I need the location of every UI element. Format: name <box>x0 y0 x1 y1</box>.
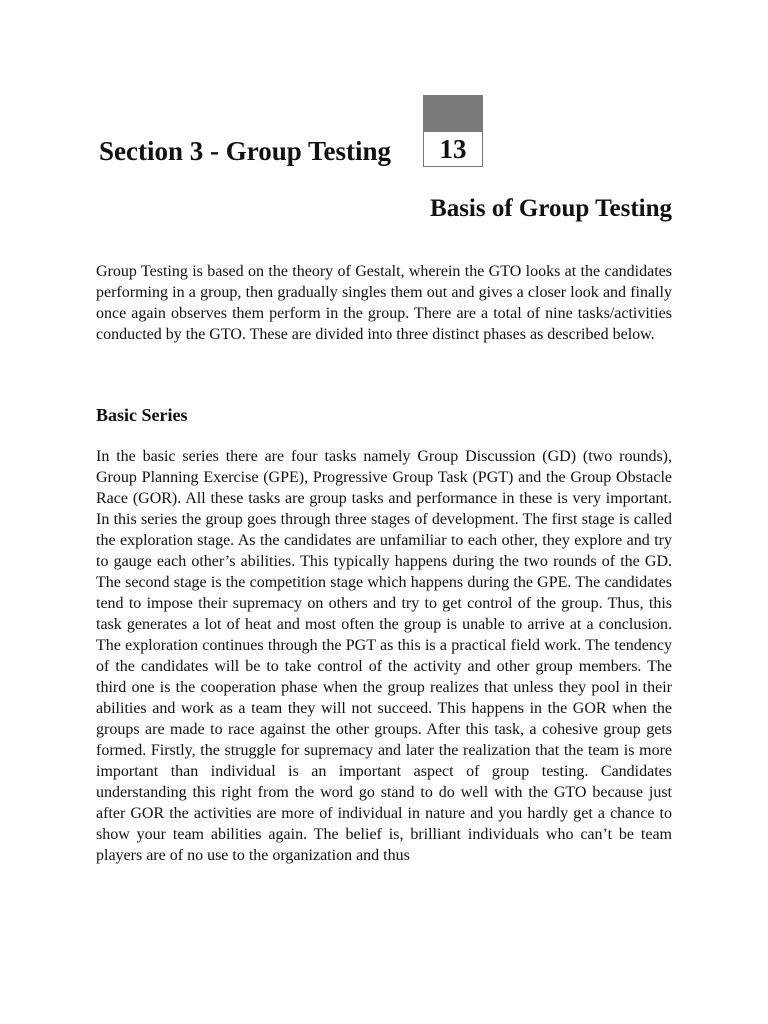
intro-paragraph: Group Testing is based on the theory of Gestalt, wherein the GTO looks at the candidates performing in a group, then gradually singles them out and gives a closer look and finally once again observes them perform in the group. There are a total of nine tasks/activities conducted by the GTO. These are divided into three distinct phases as described below. <box>96 263 672 343</box>
basic-series-heading: Basic Series <box>96 405 188 425</box>
chapter-number-badge: 13 <box>423 132 483 167</box>
section-title: Section 3 - Group Testing <box>99 136 392 166</box>
basic-series-paragraph: In the basic series there are four tasks namely Group Discussion (GD) (two rounds), Group Planning Exercise (GPE), Progressive Group Task (PGT) and the Group Obstacle Race (GOR). All these tasks are group tasks and performance in these is very important. In this series the group goes through three stages of development. The first stage is called the exploration stage. As the candidates are unfamiliar to each other, they explore and try to gauge each other’s abilities. This typically happens during the two rounds of the GD. The second stage is the competition stage which happens during the GPE. The candidates tend to impose their supremacy on others and try to get control of the group. Thus, this task generates a lot of heat and most often the group is unable to arrive at a conclusion. The exploration continues through the PGT as this is a practical field work. The tendency of the candidates will be to take control of the activity and other group members. The third one is the cooperation phase when the group realizes that unless they pool in their abilities and work as a team they will not succeed. This happens in the GOR when the groups are made to race against the other groups. After this task, a cohesive group gets formed. Firstly, the struggle for supremacy and later the realization that the team is more important than individual is an important aspect of group testing. Candidates understanding this right from the word go stand to do well with the GTO because just after GOR the activities are more of individual in nature and you hardly get a chance to show your team abilities again. The belief is, brilliant individuals who can’t be team players are of no use to the organization and thus <box>96 448 672 864</box>
chapter-tab-decoration <box>423 95 483 132</box>
chapter-title: Basis of Group Testing <box>430 195 672 222</box>
